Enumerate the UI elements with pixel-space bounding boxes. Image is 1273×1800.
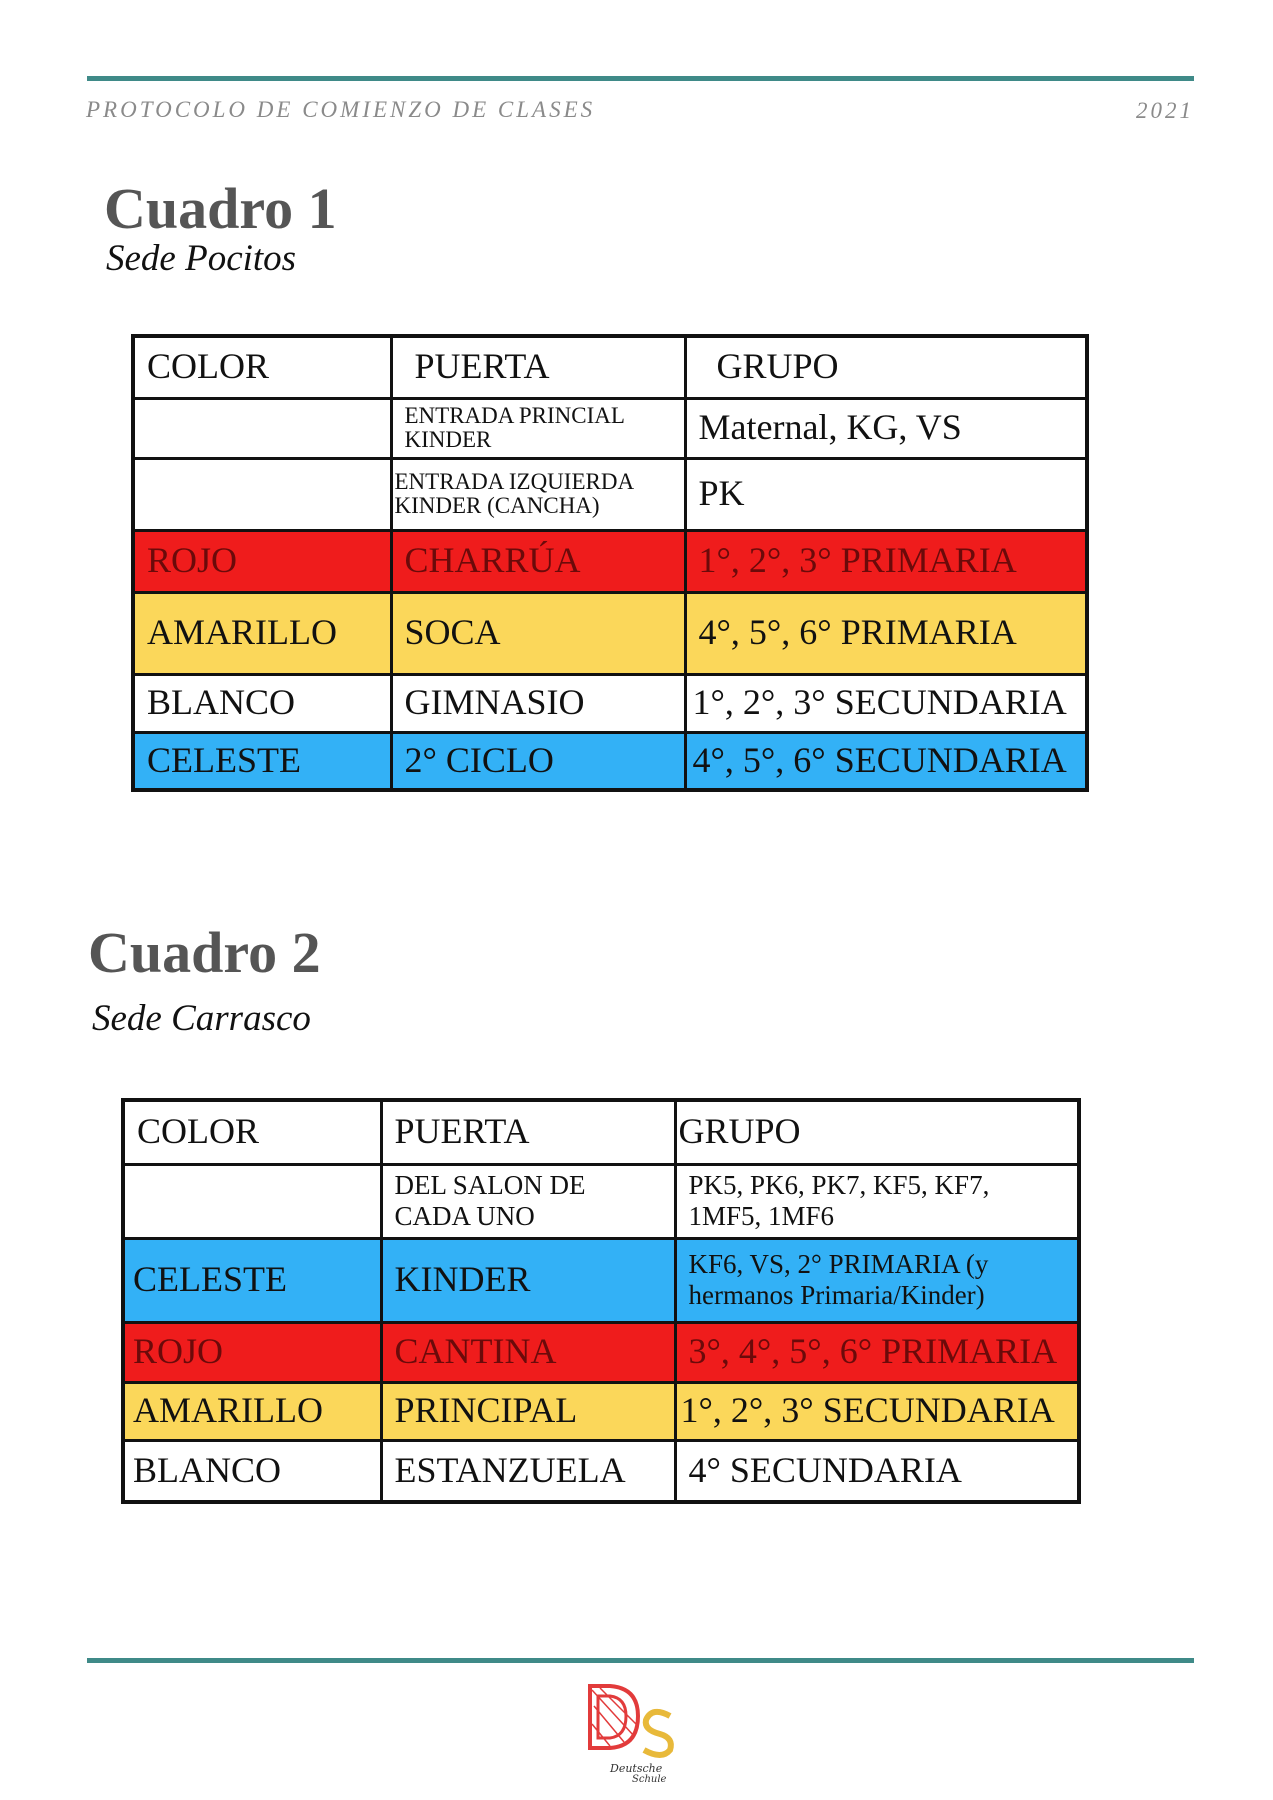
cell-grupo: PK: [685, 458, 1087, 530]
cell-color: [133, 398, 391, 458]
cell-puerta: DEL SALON DE CADA UNO: [381, 1164, 675, 1238]
cell-grupo: 1°, 2°, 3° SECUNDARIA: [675, 1382, 1079, 1440]
section1-table: [131, 334, 1089, 792]
cell-puerta: KINDER: [381, 1238, 675, 1322]
section2-table: [121, 1098, 1081, 1504]
table-row: [133, 592, 1087, 674]
cell-puerta: ENTRADA IZQUIERDA KINDER (CANCHA): [391, 458, 685, 530]
table-row: [123, 1164, 1079, 1238]
cell-grupo: KF6, VS, 2° PRIMARIA (y hermanos Primaria/Kinder): [675, 1238, 1079, 1322]
logo-caption-line1: Deutsche: [610, 1762, 663, 1775]
cell-puerta: CHARRÚA: [391, 530, 685, 592]
bottom-divider: [87, 1658, 1194, 1663]
logo-caption-line2: Schule: [632, 1774, 667, 1785]
cell-color: CELESTE: [133, 732, 391, 790]
section1-subtitle: Sede Pocitos: [106, 238, 297, 279]
table-row: [133, 674, 1087, 732]
table-header-row: [133, 336, 1087, 398]
cell-puerta: CANTINA: [381, 1322, 675, 1382]
cell-puerta: SOCA: [391, 592, 685, 674]
table-row: [133, 458, 1087, 530]
document-header-title: PROTOCOLO DE COMIENZO DE CLASES: [86, 97, 596, 122]
cell-grupo: Maternal, KG, VS: [685, 398, 1087, 458]
header-puerta: PUERTA: [391, 336, 685, 398]
cell-puerta: PRINCIPAL: [381, 1382, 675, 1440]
header-grupo: GRUPO: [685, 336, 1087, 398]
cell-grupo: 4°, 5°, 6° SECUNDARIA: [685, 732, 1087, 790]
cell-color: AMARILLO: [133, 592, 391, 674]
table-row: [133, 530, 1087, 592]
header-grupo: GRUPO: [675, 1100, 1079, 1164]
cell-puerta: 2° CICLO: [391, 732, 685, 790]
cell-color: AMARILLO: [123, 1382, 381, 1440]
table-header-row: [123, 1100, 1079, 1164]
cell-grupo: 3°, 4°, 5°, 6° PRIMARIA: [675, 1322, 1079, 1382]
cell-color: BLANCO: [123, 1440, 381, 1502]
section2-subtitle: Sede Carrasco: [92, 998, 311, 1039]
section2-title: Cuadro 2: [88, 920, 321, 985]
table-row: [123, 1382, 1079, 1440]
table-row: [123, 1322, 1079, 1382]
header-color: COLOR: [123, 1100, 381, 1164]
top-divider: [87, 76, 1194, 81]
cell-grupo: 4°, 5°, 6° PRIMARIA: [685, 592, 1087, 674]
ds-letters-icon: [590, 1686, 671, 1755]
cell-puerta: GIMNASIO: [391, 674, 685, 732]
cell-grupo: 1°, 2°, 3° SECUNDARIA: [685, 674, 1087, 732]
cell-puerta: ESTANZUELA: [381, 1440, 675, 1502]
table-row: [133, 732, 1087, 790]
cell-grupo: 4° SECUNDARIA: [675, 1440, 1079, 1502]
cell-grupo: 1°, 2°, 3° PRIMARIA: [685, 530, 1087, 592]
cell-color: CELESTE: [123, 1238, 381, 1322]
cell-color: BLANCO: [133, 674, 391, 732]
cell-color: [133, 458, 391, 530]
section1-title: Cuadro 1: [104, 176, 337, 241]
table-row: [133, 398, 1087, 458]
cell-grupo: PK5, PK6, PK7, KF5, KF7, 1MF5, 1MF6: [675, 1164, 1079, 1238]
table-row: [123, 1238, 1079, 1322]
cell-color: ROJO: [133, 530, 391, 592]
cell-color: [123, 1164, 381, 1238]
header-puerta: PUERTA: [381, 1100, 675, 1164]
ds-school-logo-icon: [580, 1676, 690, 1786]
cell-puerta: ENTRADA PRINCIAL KINDER: [391, 398, 685, 458]
document-header-year: 2021: [1136, 98, 1194, 123]
table-row: [123, 1440, 1079, 1502]
header-color: COLOR: [133, 336, 391, 398]
cell-color: ROJO: [123, 1322, 381, 1382]
